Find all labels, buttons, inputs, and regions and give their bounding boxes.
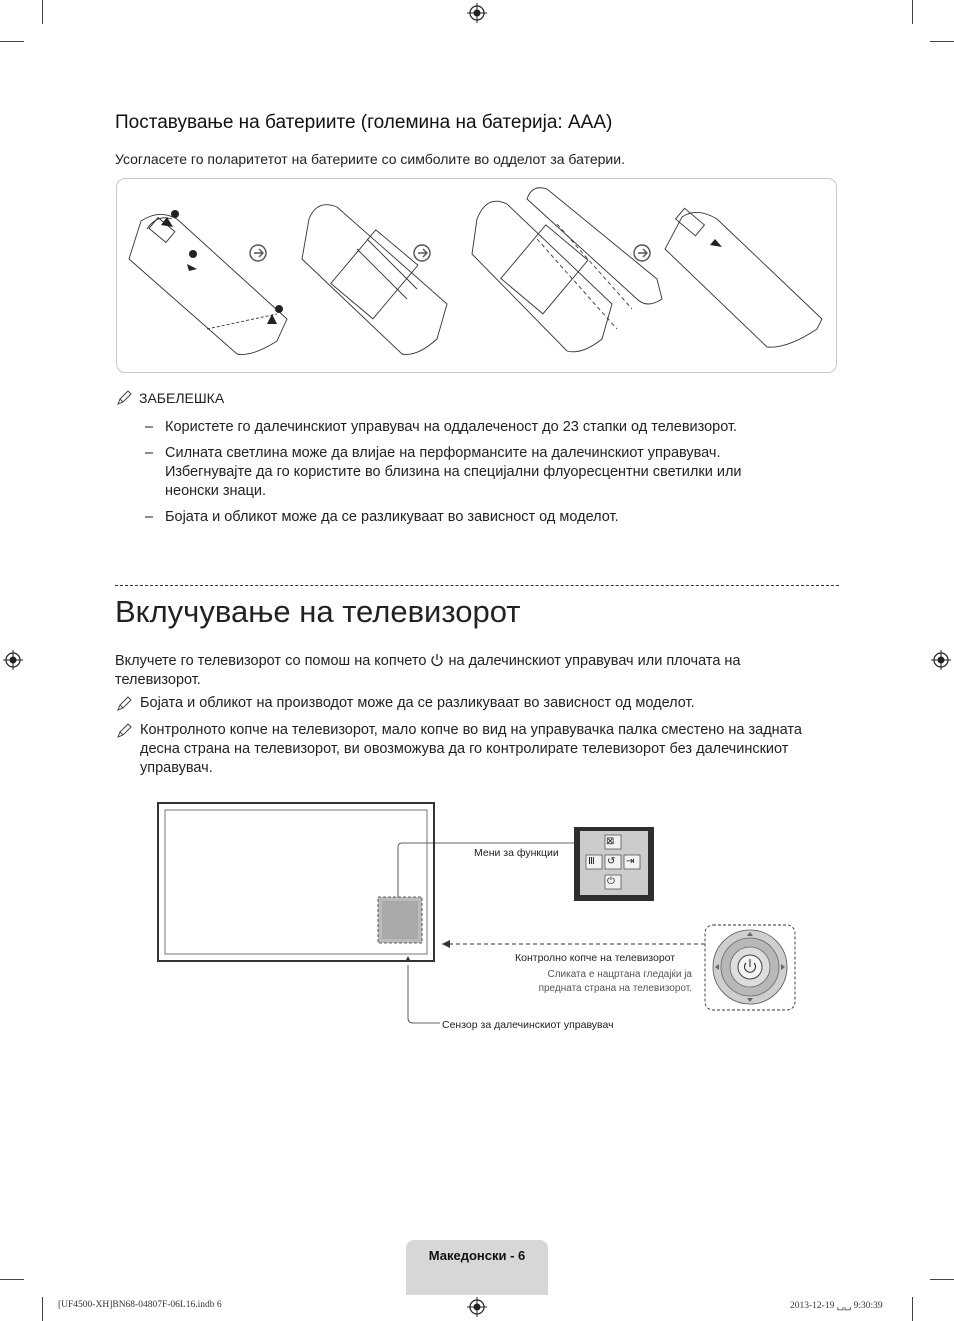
power-note: Контролното копче на телевизорот, мало копче во вид на управувачка палка сместено на задната десна страна на телевизорот, ви овозможува да го контролирате телевизорот без далечинскиот управувач. (140, 722, 802, 776)
battery-section-title: Поставување на батериите (големина на батерија: AAA) (115, 112, 613, 133)
note-item-text: Бојата и обликот може да се разликуваат во зависност од моделот. (165, 509, 619, 525)
date-info: 2013-12-19 ␣␣ 9:30:39 (790, 1301, 883, 1311)
note-pencil-icon (116, 723, 132, 739)
crop-mark (912, 1297, 913, 1321)
crop-mark (930, 1279, 954, 1280)
registration-mark-icon (931, 650, 951, 670)
crop-mark (42, 0, 43, 24)
menu-icon: ⊠ (606, 836, 615, 847)
power-intro (115, 652, 815, 690)
registration-mark-icon (467, 1297, 487, 1317)
note-item-text: Користете го далечинскиот управувач на оддалеченост до 23 стапки од телевизорот. (165, 419, 738, 435)
registration-mark-icon (467, 3, 487, 23)
source-icon: ⇥ (626, 856, 635, 867)
power-intro-before: Вклучете го телевизорот со помош на копчето (115, 653, 427, 669)
bullet-dash: – (145, 419, 154, 435)
power-note: Бојата и обликот на производот може да се разликуваат во зависност од моделот. (140, 695, 695, 711)
power-section-title: Вклучување на телевизорот (115, 594, 521, 629)
note-pencil-icon (116, 390, 132, 406)
control-caption-line: предната страна на телевизорот. (538, 983, 692, 994)
crop-mark (42, 1297, 43, 1321)
battery-steps-illustration (117, 179, 835, 371)
battery-figure-box (116, 178, 837, 373)
crop-mark (0, 41, 24, 42)
control-caption-line: Сликата е нацртана гледајќи ја (547, 969, 692, 980)
note-item-text: Силната светлина може да влијае на перформансите на далечинскиот управувач. Избегнувајте да го користите во близина на специјални флуоресцентни светилки или неонски знаци. (165, 445, 742, 499)
control-caption (480, 968, 692, 996)
page-label: Македонски - 6 (428, 1248, 526, 1263)
power-intro-line2: телевизорот. (115, 672, 201, 688)
power-icon: ⏻ (607, 876, 615, 887)
note-pencil-icon (116, 696, 132, 712)
registration-mark-icon (3, 650, 23, 670)
power-intro-after: на далечинскиот управувач или плочата на (448, 653, 741, 669)
channel-icon: Ⅲ (588, 856, 595, 867)
section-divider (115, 585, 839, 586)
menu-label: Мени за функции (474, 847, 559, 859)
crop-mark (930, 41, 954, 42)
crop-mark (0, 1279, 24, 1280)
crop-mark (912, 0, 913, 24)
bullet-dash: – (145, 509, 154, 525)
tv-control-diagram (150, 795, 810, 1045)
sensor-label: Сензор за далечинскиот управувач (442, 1019, 614, 1031)
power-icon (430, 653, 444, 667)
bullet-dash: – (145, 445, 154, 461)
control-label: Контролно копче на телевизорот (515, 952, 676, 964)
note-label: ЗАБЕЛЕШКА (139, 390, 225, 406)
return-icon: ↺ (607, 856, 616, 867)
file-info: [UF4500-XH]BN68-04807F-06L16.indb 6 (58, 1300, 222, 1310)
battery-instruction: Усогласете го поларитетот на батериите со симболите во одделот за батерии. (115, 151, 625, 167)
